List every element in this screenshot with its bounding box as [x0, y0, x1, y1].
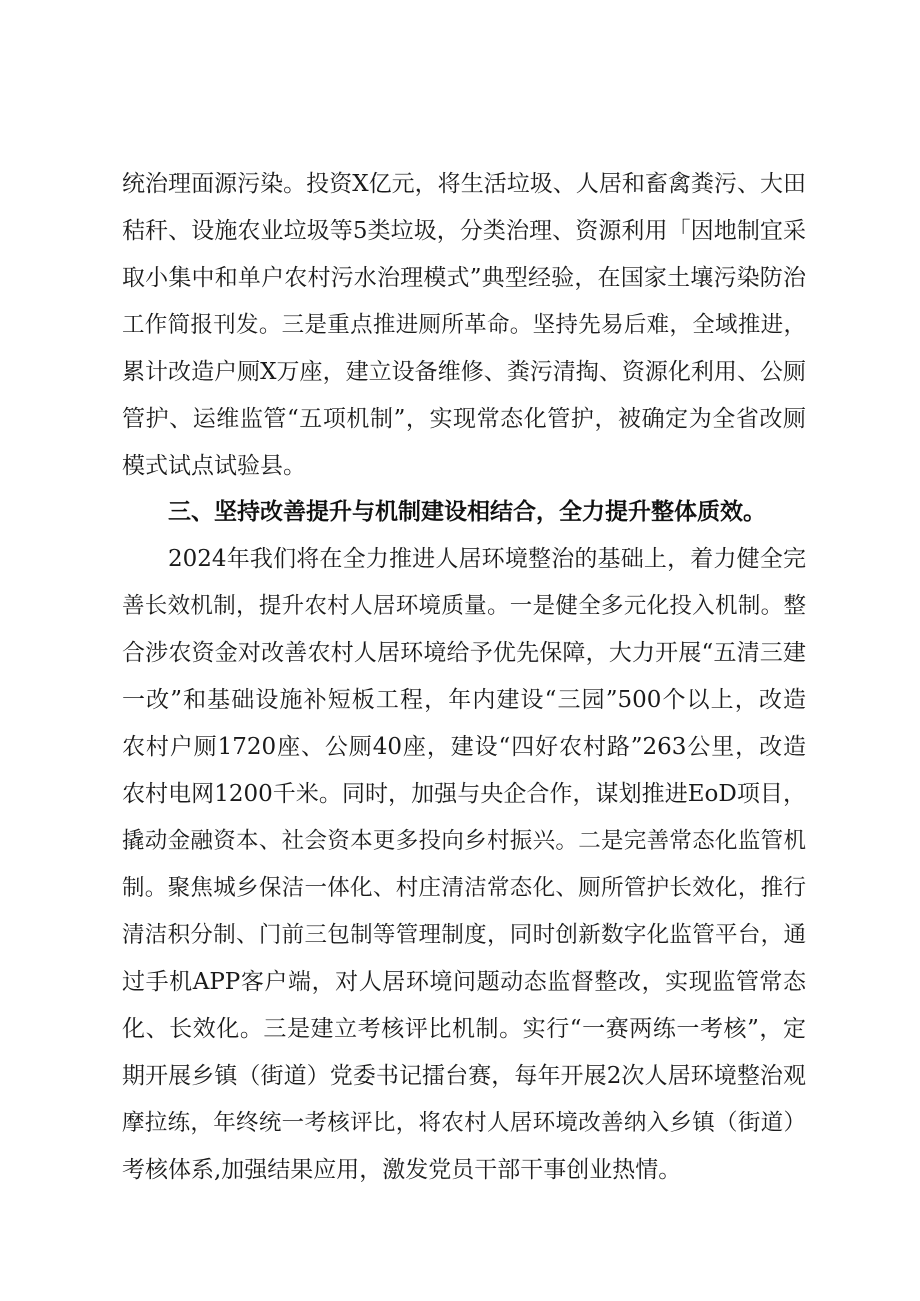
paragraph-2-line: 考核体系,加强结果应用，激发党员干部干事创业热情。 — [122, 1157, 682, 1183]
paragraph-2-line: 期开展乡镇（街道）党委书记擂台赛，每年开展2次人居环境整治观 — [122, 1063, 806, 1089]
paragraph-2-line: 合涉农资金对改善农村人居环境给予优先保障，大力开展“五清三建 — [122, 640, 806, 666]
paragraph-2-line: 一改”和基础设施补短板工程，年内建设“三园”500个以上，改造 — [122, 687, 806, 713]
paragraph-2-line: 2024年我们将在全力推进人居环境整治的基础上，着力健全完 — [168, 546, 806, 572]
paragraph-2-line: 制。聚焦城乡保洁一体化、村庄清洁常态化、厕所管护长效化，推行 — [122, 875, 806, 901]
paragraph-1-line: 模式试点试验县。 — [122, 453, 306, 479]
section-heading: 三、坚持改善提升与机制建设相结合，全力提升整体质效。 — [168, 499, 766, 525]
paragraph-2-line: 农村电网1200千米。同时，加强与央企合作，谋划推进EoD项目， — [122, 781, 806, 807]
paragraph-2-line: 摩拉练，年终统一考核评比，将农村人居环境改善纳入乡镇（街道） — [122, 1110, 806, 1136]
paragraph-1-line: 工作简报刊发。三是重点推进厕所革命。坚持先易后难，全域推进， — [122, 312, 806, 338]
paragraph-2-line: 化、长效化。三是建立考核评比机制。实行“一赛两练一考核”，定 — [122, 1016, 806, 1042]
paragraph-1-line: 管护、运维监管“五项机制”，实现常态化管护，被确定为全省改厕 — [122, 406, 806, 432]
paragraph-2-line: 撬动金融资本、社会资本更多投向乡村振兴。二是完善常态化监管机 — [122, 828, 806, 854]
paragraph-1-line: 秸秆、设施农业垃圾等5类垃圾，分类治理、资源利用「因地制宜采 — [122, 218, 806, 244]
paragraph-1-line: 累计改造户厕X万座，建立设备维修、粪污清掏、资源化利用、公厕 — [122, 359, 806, 385]
paragraph-2-line: 农村户厕1720座、公厕40座，建设“四好农村路”263公里，改造 — [122, 734, 806, 760]
paragraph-1-line: 统治理面源污染。投资X亿元，将生活垃圾、人居和畜禽粪污、大田 — [122, 171, 806, 197]
paragraph-2-line: 清洁积分制、门前三包制等管理制度，同时创新数字化监管平台，通 — [122, 922, 806, 948]
paragraph-1-line: 取小集中和单户农村污水治理模式”典型经验，在国家土壤污染防治 — [122, 265, 806, 291]
paragraph-2-line: 善长效机制，提升农村人居环境质量。一是健全多元化投入机制。整 — [122, 593, 806, 619]
paragraph-2-line: 过手机APP客户端，对人居环境问题动态监督整改，实现监管常态 — [122, 969, 806, 995]
